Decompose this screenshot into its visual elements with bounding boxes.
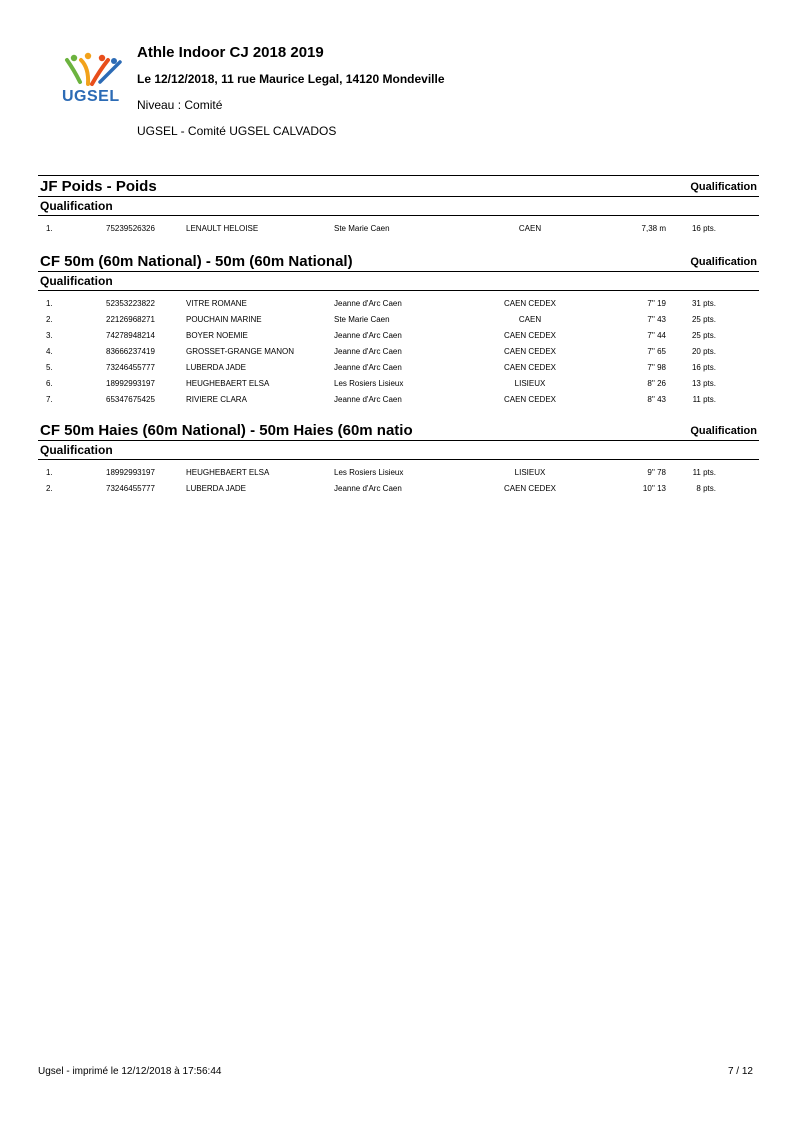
points-cell: 11 pts. [692, 468, 716, 477]
results-section [38, 420, 759, 498]
school-cell: Ste Marie Caen [334, 224, 390, 233]
license-cell: 65347675425 [106, 395, 155, 404]
rank-cell: 2. [46, 315, 53, 324]
points-cell: 31 pts. [691, 299, 716, 308]
points-cell: 8 pts. [696, 484, 716, 493]
athlete-name-cell: LUBERDA JADE [186, 363, 247, 372]
performance-cell: 7'' 44 [647, 331, 666, 340]
table-row [38, 222, 759, 238]
event-level: Niveau : Comité [137, 98, 223, 112]
athlete-name-cell: RIVIERE CLARA [186, 395, 247, 404]
license-cell: 22126968271 [106, 315, 155, 324]
license-cell: 75239526326 [106, 224, 155, 233]
table-row [38, 482, 759, 498]
print-timestamp: Ugsel - imprimé le 12/12/2018 à 17:56:44 [38, 1066, 222, 1077]
subheading-rule [38, 290, 759, 291]
results-table [38, 297, 759, 409]
license-cell: 83666237419 [106, 347, 155, 356]
athlete-name-cell: BOYER NOEMIE [186, 331, 248, 340]
school-cell: Jeanne d'Arc Caen [334, 299, 402, 308]
points-cell: 25 pts. [691, 331, 716, 340]
city-cell: LISIEUX [514, 379, 546, 388]
license-cell: 18992993197 [106, 468, 155, 477]
results-table [38, 466, 759, 498]
athlete-name-cell: LUBERDA JADE [186, 484, 247, 493]
section-qualification-label: Qualification [690, 256, 757, 268]
event-organizer: UGSEL - Comité UGSEL CALVADOS [137, 124, 337, 138]
section-qualification-label: Qualification [690, 425, 757, 437]
performance-cell: 8'' 43 [647, 395, 666, 404]
table-row [38, 297, 759, 313]
rank-cell: 3. [46, 331, 53, 340]
school-cell: Jeanne d'Arc Caen [334, 347, 402, 356]
school-cell: Jeanne d'Arc Caen [334, 331, 402, 340]
round-subheading: Qualification [40, 443, 113, 457]
performance-cell: 10'' 13 [642, 484, 666, 493]
athlete-name-cell: GROSSET-GRANGE MANON [186, 347, 295, 356]
results-section [38, 175, 759, 238]
license-cell: 18992993197 [106, 379, 155, 388]
city-cell: CAEN CEDEX [503, 299, 556, 308]
city-cell: CAEN CEDEX [503, 347, 556, 356]
points-cell: 16 pts. [691, 224, 716, 233]
section-title: CF 50m Haies (60m National) - 50m Haies (60m natio [40, 422, 413, 439]
city-cell: CAEN [518, 315, 542, 324]
points-cell: 25 pts. [691, 315, 716, 324]
table-row [38, 329, 759, 345]
athlete-name-cell: HEUGHEBAERT ELSA [186, 379, 270, 388]
rank-cell: 1. [46, 224, 53, 233]
results-section [38, 251, 759, 409]
city-cell: CAEN CEDEX [503, 331, 556, 340]
rank-cell: 4. [46, 347, 53, 356]
section-qualification-label: Qualification [690, 181, 757, 193]
section-title: JF Poids - Poids [40, 178, 157, 195]
subheading-rule [38, 215, 759, 216]
page-header [0, 0, 793, 150]
section-title-row [38, 420, 759, 440]
athlete-name-cell: VITRE ROMANE [186, 299, 247, 308]
school-cell: Jeanne d'Arc Caen [334, 395, 402, 404]
license-cell: 74278948214 [106, 331, 155, 340]
round-subheading: Qualification [40, 199, 113, 213]
table-row [38, 345, 759, 361]
performance-cell: 7'' 65 [647, 347, 666, 356]
city-cell: CAEN CEDEX [503, 484, 556, 493]
logo-text: UGSEL [62, 88, 120, 105]
table-row [38, 393, 759, 409]
rank-cell: 7. [46, 395, 53, 404]
athlete-name-cell: HEUGHEBAERT ELSA [186, 468, 270, 477]
rank-cell: 1. [46, 299, 53, 308]
event-date-location: Le 12/12/2018, 11 rue Maurice Legal, 14120 Mondeville [137, 72, 445, 86]
license-cell: 73246455777 [106, 363, 155, 372]
points-cell: 13 pts. [691, 379, 716, 388]
round-subheading: Qualification [40, 274, 113, 288]
ugsel-logo [62, 52, 126, 108]
subheading-rule [38, 459, 759, 460]
school-cell: Jeanne d'Arc Caen [334, 363, 402, 372]
city-cell: CAEN CEDEX [503, 363, 556, 372]
performance-cell: 8'' 26 [647, 379, 666, 388]
rank-cell: 2. [46, 484, 53, 493]
section-title-row [38, 251, 759, 271]
rank-cell: 1. [46, 468, 53, 477]
performance-cell: 7'' 43 [647, 315, 666, 324]
table-row [38, 313, 759, 329]
performance-cell: 7'' 98 [647, 363, 666, 372]
city-cell: CAEN CEDEX [503, 395, 556, 404]
performance-cell: 9'' 78 [647, 468, 666, 477]
table-row [38, 361, 759, 377]
school-cell: Jeanne d'Arc Caen [334, 484, 402, 493]
school-cell: Les Rosiers Lisieux [334, 468, 404, 477]
city-cell: CAEN [518, 224, 542, 233]
performance-cell: 7,38 m [641, 224, 666, 233]
rank-cell: 5. [46, 363, 53, 372]
event-title: Athle Indoor CJ 2018 2019 [137, 44, 324, 61]
license-cell: 73246455777 [106, 484, 155, 493]
table-row [38, 466, 759, 482]
results-table [38, 222, 759, 238]
points-cell: 16 pts. [691, 363, 716, 372]
performance-cell: 7'' 19 [647, 299, 666, 308]
rank-cell: 6. [46, 379, 53, 388]
athlete-name-cell: POUCHAIN MARINE [186, 315, 262, 324]
athletes-logo-icon [62, 52, 126, 88]
license-cell: 52353223822 [106, 299, 155, 308]
points-cell: 11 pts. [692, 395, 716, 404]
athlete-name-cell: LENAULT HELOISE [186, 224, 259, 233]
section-title: CF 50m (60m National) - 50m (60m National) [40, 253, 353, 270]
school-cell: Les Rosiers Lisieux [334, 379, 404, 388]
school-cell: Ste Marie Caen [334, 315, 390, 324]
points-cell: 20 pts. [691, 347, 716, 356]
city-cell: LISIEUX [514, 468, 546, 477]
section-title-row [38, 176, 759, 196]
table-row [38, 377, 759, 393]
page-number: 7 / 12 [727, 1066, 753, 1077]
